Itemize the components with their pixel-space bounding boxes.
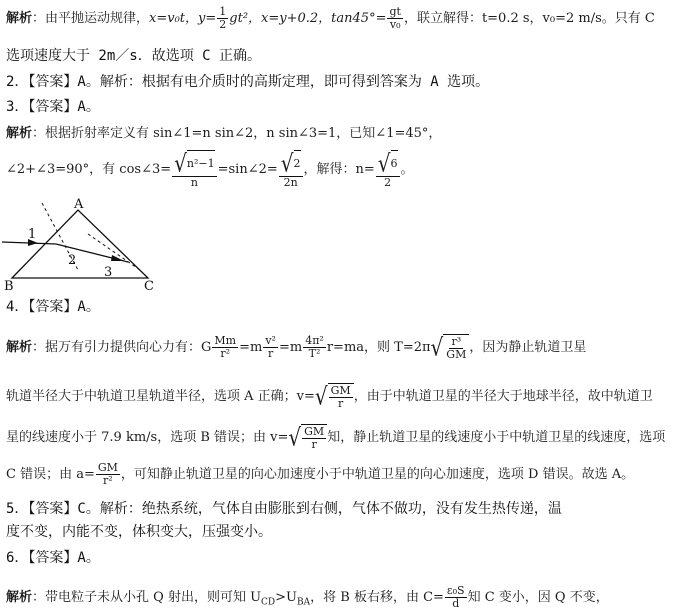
answer-4: 4．【答案】A。 — [6, 299, 100, 315]
vertex-label-c: C — [144, 279, 154, 293]
fraction-sqrt-n2-1-over-n: √ n²−1 n — [174, 148, 215, 189]
answer-5-line-1: 5．【答案】C。解析：绝热系统，气体自由膨胀到右侧，气体不做功，没有发生热传递，温 — [6, 501, 562, 517]
angle-label-3: 3 — [104, 265, 113, 280]
angle-label-2: 2 — [68, 253, 77, 268]
answer-5-line-2: 度不变，内能不变，体积变大，压强变小。 — [6, 524, 272, 540]
solution-line-5: 解析：根据折射率定义有 sin∠1=n sin∠2，n sin∠3=1，已知∠1=45°， — [6, 126, 442, 141]
vertex-label-b: B — [4, 279, 14, 293]
solution-label: 解析 — [6, 340, 33, 355]
solution-line-8: 解析：据万有引力提供向心力有：G $\frac{Mm}{\text{r²}}$ =m $\frac{\text{v²}}{r}$ =m $\frac{\text{4π²}}{\text{T²}}$ r=ma，则 T=2π √ $\frac{\text{r³}}{GM}$ ，因为静止轨道卫星 — [6, 332, 587, 362]
solution-line-9: 轨道半径大于中轨道卫星轨道半径，选项 A 正确；v= √ $\frac{GM}{r}$ ，由于中轨道卫星的半径大于地球半径，故中轨道卫 — [6, 381, 653, 411]
answer-6: 6．【答案】A。 — [6, 550, 100, 566]
vertex-label-a: A — [74, 198, 84, 212]
answer-2: 2．【答案】A。解析：根据有电介质时的高斯定理，即可得到答案为 A 选项。 — [6, 74, 490, 90]
answer-3: 3．【答案】A。 — [6, 99, 100, 115]
solution-label: 解析 — [6, 11, 33, 26]
prism-diagram — [0, 198, 170, 293]
solution-line-1: 解析：由平抛运动规律，x=v₀t，y= $\frac{1}{2}$ gt²，x=y+0.2，tan45°= $\frac{gt}{\text{v₀}}$ ，联立解得：t=0.2 s，v₀=2 m/s。只有 C — [6, 5, 655, 31]
solution-label: 解析 — [6, 126, 33, 141]
fraction-half: $\frac{1}{2}$ — [219, 5, 227, 31]
angle-label-1: 1 — [28, 227, 37, 242]
sqrt-r3-over-gm: √ $\frac{\text{r³}}{GM}$ — [431, 334, 470, 361]
fraction-sqrt6-over-2: √ 6 2 — [377, 148, 398, 189]
solution-line-11: C 错误；由 a= $\frac{GM}{\text{r²}}$ ，可知静止轨道卫星的向心加速度小于中轨道卫星的向心加速度，选项 D 错误。故选 A。 — [6, 461, 635, 487]
solution-line-2: 选项速度大于 2m／s．故选项 C 正确。 — [6, 48, 262, 64]
solution-line-6: ∠2+∠3=90°，有 cos∠3= √ n²−1 n =sin∠2= √ 2 2n ，解得：n= √ 6 2 。 — [6, 148, 414, 189]
solution-line-10: 星的线速度小于 7.9 km/s，选项 B 错误；由 v= √ $\frac{GM}{r}$ 知，静止轨道卫星的线速度小于中轨道卫星的线速度，选项 — [6, 422, 666, 452]
arrow-icon — [111, 255, 124, 261]
solution-line-15: 解析：带电粒子未从小孔 Q 射出，则可知 $U_{CD}>U_{BA}$，将 B 板右移，由 C= $\frac{\text{ε₀S}}{d}$ 知 C 变小，因 Q 不变， — [6, 584, 609, 610]
fraction-gt-v0: $\frac{gt}{\text{v₀}}$ — [389, 5, 401, 31]
fraction-sqrt2-over-2n: √ 2 2n — [280, 148, 301, 189]
normal-line-2 — [88, 234, 140, 270]
solution-label: 解析 — [6, 590, 33, 605]
